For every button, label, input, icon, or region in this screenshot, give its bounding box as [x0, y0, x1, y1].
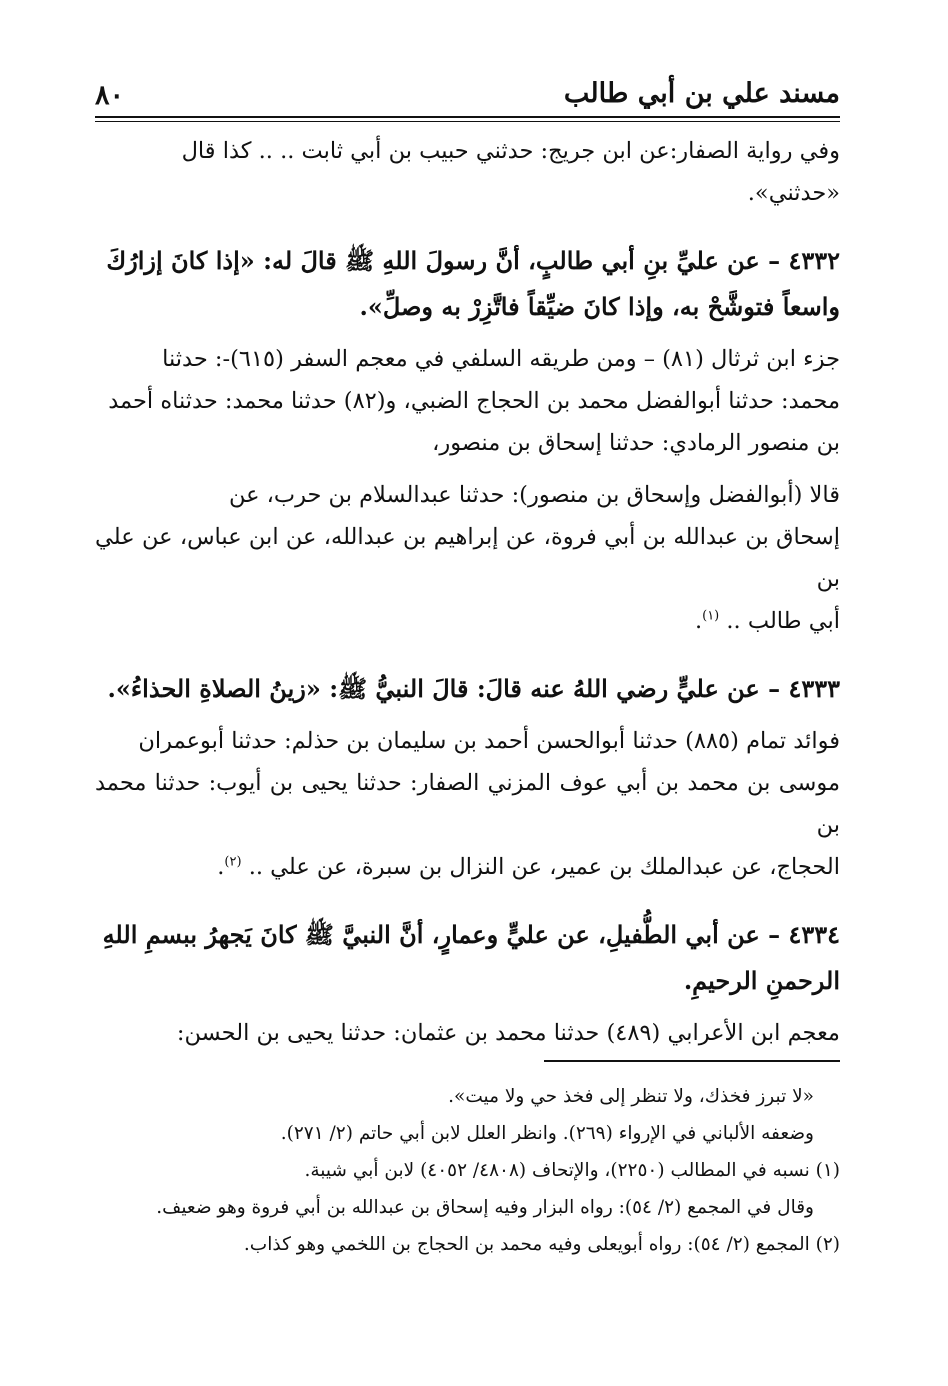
- text-line: [95, 600, 840, 642]
- text-line: موسى بن محمد بن أبي عوف المزني الصفار: حدثنا يحيى بن أيوب: حدثنا محمد بن: [95, 770, 840, 838]
- text-line: قالا (أبوالفضل وإسحاق بن منصور): حدثنا عبدالسلام بن حرب، عن: [228, 482, 840, 508]
- hadith-4334: [95, 912, 840, 1004]
- header-rule: [95, 116, 840, 118]
- text-segment: الحجاج، عن عبدالملك بن عمير، عن النزال بن سبرة، عن علي ..: [248, 854, 840, 880]
- source-4332-a: [95, 338, 840, 464]
- text-line: «حدثني».: [747, 180, 840, 206]
- main-text: [95, 130, 840, 1054]
- header-rule-thin: [95, 121, 840, 122]
- running-title: مسند علي بن أبي طالب: [563, 78, 840, 109]
- text-line: محمد: حدثنا أبوالفضل محمد بن الحجاج الضبي، و(٨٢) حدثنا محمد: حدثناه أحمد: [108, 388, 840, 414]
- text-line: إسحاق بن عبدالله بن أبي فروة، عن إبراهيم بن عبدالله، عن ابن عباس، عن علي بن: [95, 524, 840, 592]
- text-line: [95, 846, 840, 888]
- text-segment: أبي طالب ..: [726, 608, 840, 634]
- footnote-line: وضعفه الألباني في الإرواء (٢٦٩). وانظر العلل لابن أبي حاتم (٢/ ٢٧١).: [280, 1123, 814, 1144]
- page-header: [95, 70, 840, 116]
- hadith-4333: [95, 666, 840, 712]
- text-line: معجم ابن الأعرابي (٤٨٩) حدثنا محمد بن عثمان: حدثنا يحيى بن الحسن:: [176, 1020, 840, 1046]
- text-line: ٤٣٣٣ – عن عليٍّ رضي اللهُ عنه قالَ: قالَ النبيُّ ﷺ: «زينُ الصلاةِ الحذاءُ».: [107, 674, 840, 703]
- text-line: الرحمنِ الرحيمِ.: [683, 966, 840, 995]
- footnote-marker-1: (١): [702, 608, 720, 624]
- text-line: فوائد تمام (٨٨٥) حدثنا أبوالحسن أحمد بن سليمان بن حذلم: حدثنا أبوعمران: [138, 728, 840, 754]
- text-line: بن منصور الرمادي: حدثنا إسحاق بن منصور،: [432, 430, 840, 456]
- page-content: [95, 70, 840, 1255]
- page-number: ٨٠: [95, 80, 125, 111]
- footnotes: [95, 1078, 840, 1263]
- text-segment: .: [694, 608, 703, 634]
- hadith-4332: [95, 238, 840, 330]
- footnote-line: «لا تبرز فخذك، ولا تنظر إلى فخذ حي ولا ميت».: [448, 1086, 814, 1107]
- text-segment: .: [217, 854, 225, 880]
- source-4334: [95, 1012, 840, 1054]
- source-4333: [95, 720, 840, 888]
- text-line: جزء ابن ثرثال (٨١) – ومن طريقه السلفي في معجم السفر (٦١٥)-: حدثنا: [162, 346, 840, 372]
- footnote-marker-2: (٢): [224, 854, 242, 870]
- text-line: ٤٣٣٢ – عن عليِّ بنِ أبي طالبٍ، أنَّ رسولَ اللهِ ﷺ قالَ له: «إذا كانَ إزارُكَ: [106, 246, 840, 275]
- footnote-separator: [544, 1060, 840, 1062]
- text-line: واسعاً فتوشَّحْ به، وإذا كانَ ضيِّقاً فاتَّزِرْ به وصلِّ».: [359, 292, 840, 321]
- text-line: ٤٣٣٤ – عن أبي الطُّفيلِ، عن عليٍّ وعمارٍ، أنَّ النبيَّ ﷺ كانَ يَجهرُ ببسمِ اللهِ: [102, 920, 840, 949]
- footnote-2: (٢) المجمع (٢/ ٥٤): رواه أبويعلى وفيه محمد بن الحجاج بن اللخمي وهو كذاب.: [243, 1234, 840, 1255]
- text-line: وفي رواية الصفار:عن ابن جريج: حدثني حبيب بن أبي ثابت .. .. كذا قال: [181, 138, 840, 164]
- intro-paragraph: [95, 130, 840, 214]
- footnote-line: وقال في المجمع (٢/ ٥٤): رواه البزار وفيه إسحاق بن عبدالله بن أبي فروة وهو ضعيف.: [156, 1197, 814, 1218]
- source-4332-b: [95, 474, 840, 642]
- footnote-1: (١) نسبه في المطالب (٢٢٥٠)، والإتحاف (٤٨٠٨/ ٤٠٥٢) لابن أبي شيبة.: [304, 1160, 840, 1181]
